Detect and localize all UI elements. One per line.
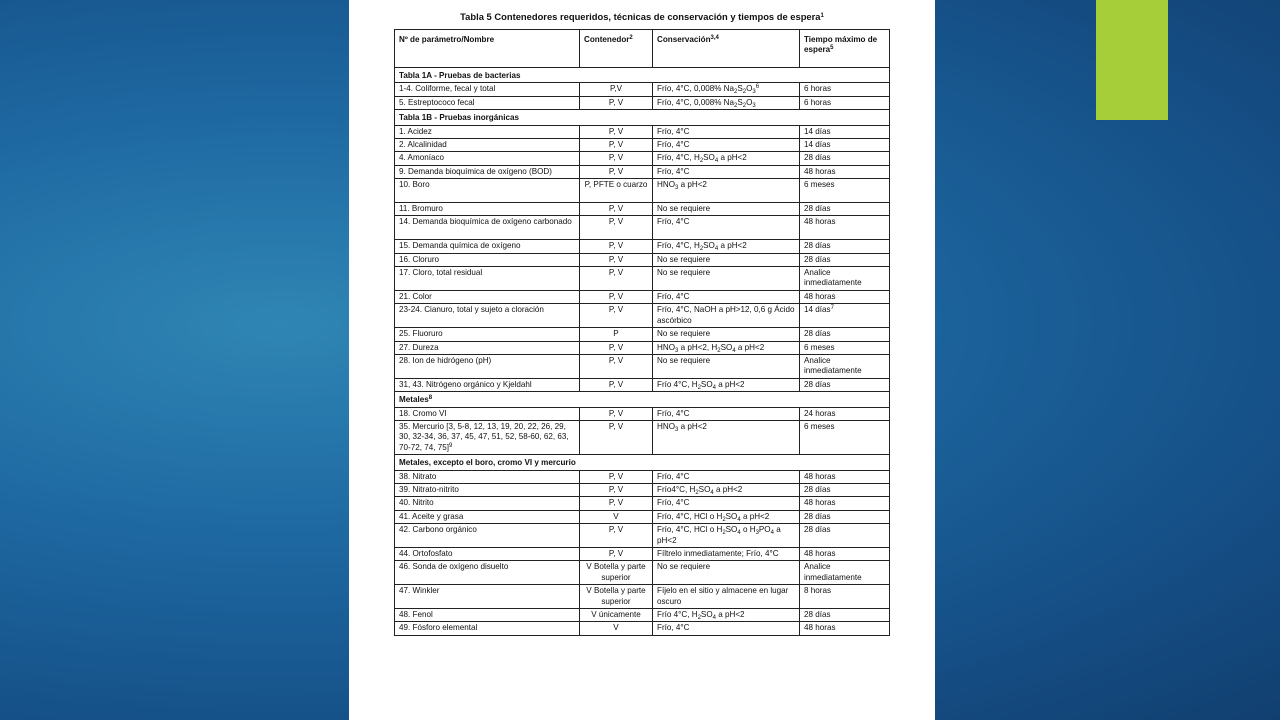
cell-container: P, V [580, 378, 653, 391]
document-page [349, 0, 935, 720]
header-parameter: Nº de parámetro/Nombre [395, 30, 580, 68]
cell-parameter: 31, 43. Nitrógeno orgánico y Kjeldahl [395, 378, 580, 391]
cell-preservation: Frío, 4°C [653, 139, 800, 152]
cell-parameter: 38. Nitrato [395, 470, 580, 483]
cell-max-time: 48 horas [800, 548, 890, 561]
cell-max-time: 6 meses [800, 341, 890, 354]
cell-max-time: 48 horas [800, 622, 890, 635]
table-row [395, 83, 890, 96]
cell-container: P, V [580, 267, 653, 291]
header-preservation: Conservación$^{3,4}$ [653, 30, 800, 68]
cell-parameter: 21. Color [395, 290, 580, 303]
table-row [395, 341, 890, 354]
cell-max-time: 28 días [800, 253, 890, 266]
cell-max-time: 14 días [800, 139, 890, 152]
cell-max-time: 48 horas [800, 290, 890, 303]
table-row [395, 483, 890, 496]
cell-preservation: Frío, 4°C, $H_2SO_4$ a pH<2 [653, 152, 800, 165]
cell-container: P [580, 328, 653, 341]
cell-parameter: 16. Cloruro [395, 253, 580, 266]
header-max-time: Tiempo máximo de espera$^5$ [800, 30, 890, 68]
table-row [395, 179, 890, 203]
table-row [395, 328, 890, 341]
section-row [395, 392, 890, 407]
cell-container: P, V [580, 96, 653, 109]
cell-max-time: 28 días [800, 609, 890, 622]
table-row [395, 152, 890, 165]
cell-preservation: Frío, 4°C [653, 622, 800, 635]
cell-container: P, V [580, 125, 653, 138]
cell-max-time: 14 días [800, 125, 890, 138]
cell-preservation: $HNO_3$ a pH<2, $H_2SO_4$ a pH<2 [653, 341, 800, 354]
cell-preservation: Frío, 4°C [653, 497, 800, 510]
table-row [395, 378, 890, 391]
cell-container: P, V [580, 470, 653, 483]
cell-container: P, V [580, 139, 653, 152]
cell-parameter: 1-4. Coliforme, fecal y total [395, 83, 580, 96]
cell-parameter: 18. Cromo VI [395, 407, 580, 420]
cell-container: P, V [580, 407, 653, 420]
cell-parameter: 40. Nitrito [395, 497, 580, 510]
table-row [395, 203, 890, 216]
table-row [395, 524, 890, 548]
table-row [395, 139, 890, 152]
table-row [395, 253, 890, 266]
cell-max-time: 6 meses [800, 420, 890, 454]
cell-parameter: 44. Ortofosfato [395, 548, 580, 561]
cell-container: V [580, 622, 653, 635]
cell-container: P, V [580, 304, 653, 328]
table-row [395, 470, 890, 483]
cell-parameter: 47. Winkler [395, 585, 580, 609]
cell-container: V [580, 510, 653, 523]
cell-preservation: Frío4°C, $H_2SO_4$ a pH<2 [653, 483, 800, 496]
table-row [395, 96, 890, 109]
cell-preservation: No se requiere [653, 354, 800, 378]
cell-parameter: 28. Ion de hidrógeno (pH) [395, 354, 580, 378]
cell-max-time: 28 días [800, 203, 890, 216]
table-row [395, 548, 890, 561]
cell-preservation: Frío 4°C, $H_2SO_4$ a pH<2 [653, 609, 800, 622]
cell-preservation: Frío 4°C, $H_2SO_4$ a pH<2 [653, 378, 800, 391]
cell-parameter: 1. Acidez [395, 125, 580, 138]
table-row [395, 510, 890, 523]
cell-preservation: No se requiere [653, 253, 800, 266]
cell-max-time: 48 horas [800, 497, 890, 510]
cell-preservation: Frío, 4°C [653, 216, 800, 240]
cell-max-time: 28 días [800, 152, 890, 165]
cell-parameter: 41. Aceite y grasa [395, 510, 580, 523]
cell-preservation: Frío, 4°C, HCl o $H_2SO_4$ o $H_3PO_4$ a pH<2 [653, 524, 800, 548]
table-row [395, 304, 890, 328]
cell-preservation: Fíltrelo inmediatamente; Frío, 4°C [653, 548, 800, 561]
section-title: Metales$^8$ [395, 392, 890, 407]
cell-preservation: Frío, 4°C [653, 407, 800, 420]
cell-parameter: 14. Demanda bioquímica de oxígeno carbonado [395, 216, 580, 240]
cell-parameter: 9. Demanda bioquímica de oxígeno (BOD) [395, 165, 580, 178]
cell-max-time: Analice inmediatamente [800, 267, 890, 291]
cell-preservation: Frío, 4°C, 0,008% $Na_2S_2O_3^6$ [653, 83, 800, 96]
cell-max-time: 6 horas [800, 83, 890, 96]
cell-max-time: 48 horas [800, 216, 890, 240]
cell-container: V únicamente [580, 609, 653, 622]
header-container: Contenedor$^2$ [580, 30, 653, 68]
cell-max-time: 8 horas [800, 585, 890, 609]
table-row [395, 609, 890, 622]
cell-preservation: No se requiere [653, 561, 800, 585]
cell-max-time: 14 días$^7$ [800, 304, 890, 328]
cell-max-time: 28 días [800, 524, 890, 548]
cell-preservation: No se requiere [653, 203, 800, 216]
cell-preservation: No se requiere [653, 267, 800, 291]
cell-max-time: 28 días [800, 378, 890, 391]
table-row [395, 125, 890, 138]
cell-preservation: Frío, 4°C [653, 165, 800, 178]
cell-parameter: 2. Alcalinidad [395, 139, 580, 152]
cell-preservation: $HNO_3$ a pH<2 [653, 420, 800, 454]
cell-container: P, V [580, 341, 653, 354]
cell-parameter: 10. Boro [395, 179, 580, 203]
table-row [395, 497, 890, 510]
cell-container: P, V [580, 165, 653, 178]
table-row [395, 354, 890, 378]
cell-parameter: 39. Nitrato-nitrito [395, 483, 580, 496]
cell-parameter: 15. Demanda química de oxígeno [395, 240, 580, 253]
cell-max-time: 28 días [800, 328, 890, 341]
table-body [395, 68, 890, 636]
cell-preservation: No se requiere [653, 328, 800, 341]
cell-max-time: Analice inmediatamente [800, 354, 890, 378]
table-row [395, 561, 890, 585]
table-row [395, 585, 890, 609]
preservation-table [394, 29, 890, 636]
cell-container: P, V [580, 497, 653, 510]
cell-parameter: 5. Estreptococo fecal [395, 96, 580, 109]
table-row [395, 240, 890, 253]
cell-preservation: Frío, 4°C, HCl o $H_2SO_4$ a pH<2 [653, 510, 800, 523]
cell-parameter: 23-24. Cianuro, total y sujeto a cloración [395, 304, 580, 328]
section-row [395, 110, 890, 125]
cell-max-time: 24 horas [800, 407, 890, 420]
cell-container: P, V [580, 216, 653, 240]
cell-max-time: Analice inmediatamente [800, 561, 890, 585]
table-row [395, 420, 890, 454]
table-row [395, 290, 890, 303]
cell-container: P,V [580, 83, 653, 96]
section-row [395, 455, 890, 470]
cell-container: P, V [580, 290, 653, 303]
cell-parameter: 11. Bromuro [395, 203, 580, 216]
cell-preservation: Frío, 4°C [653, 290, 800, 303]
cell-container: P, V [580, 420, 653, 454]
cell-parameter: 25. Fluoruro [395, 328, 580, 341]
section-title: Metales, excepto el boro, cromo VI y mercurio [395, 455, 890, 470]
cell-preservation: Frío, 4°C [653, 125, 800, 138]
section-title: Tabla 1A - Pruebas de bacterias [395, 68, 890, 83]
cell-container: P, V [580, 483, 653, 496]
cell-container: P, V [580, 354, 653, 378]
cell-preservation: Fíjelo en el sitio y almacene en lugar oscuro [653, 585, 800, 609]
cell-container: V Botella y parte superior [580, 585, 653, 609]
section-title: Tabla 1B - Pruebas inorgánicas [395, 110, 890, 125]
cell-parameter: 17. Cloro, total residual [395, 267, 580, 291]
cell-parameter: 27. Dureza [395, 341, 580, 354]
cell-max-time: 48 horas [800, 470, 890, 483]
cell-max-time: 6 horas [800, 96, 890, 109]
cell-parameter: 49. Fósforo elemental [395, 622, 580, 635]
cell-container: P, PFTE o cuarzo [580, 179, 653, 203]
table-header-row [395, 30, 890, 68]
table-row [395, 267, 890, 291]
table-row [395, 407, 890, 420]
cell-container: P, V [580, 548, 653, 561]
green-accent-bar [1096, 0, 1168, 120]
cell-container: P, V [580, 524, 653, 548]
table-row [395, 622, 890, 635]
cell-max-time: 28 días [800, 483, 890, 496]
cell-max-time: 28 días [800, 240, 890, 253]
cell-max-time: 28 días [800, 510, 890, 523]
table-row [395, 216, 890, 240]
cell-parameter: 35. Mercurio [3, 5-8, 12, 13, 19, 20, 22, 26, 29, 30, 32-34, 36, 37, 45, 47, 51, 52, 58-60, 62, 63, 70-72, 74, 75]$^9$ [395, 420, 580, 454]
cell-container: P, V [580, 240, 653, 253]
cell-container: V Botella y parte superior [580, 561, 653, 585]
cell-preservation: Frío, 4°C, NaOH a pH>12, 0,6 g Ácido ascórbico [653, 304, 800, 328]
cell-container: P, V [580, 253, 653, 266]
cell-parameter: 42. Carbono orgánico [395, 524, 580, 548]
cell-preservation: Frío, 4°C, $H_2SO_4$ a pH<2 [653, 240, 800, 253]
cell-parameter: 4. Amoníaco [395, 152, 580, 165]
cell-container: P, V [580, 203, 653, 216]
cell-preservation: Frío, 4°C, 0,008% $Na_2S_2O_3$ [653, 96, 800, 109]
table-title: Tabla 5 Contenedores requeridos, técnicas de conservación y tiempos de espera$^1$ [460, 11, 824, 22]
cell-parameter: 48. Fenol [395, 609, 580, 622]
table-row [395, 165, 890, 178]
section-row [395, 68, 890, 83]
cell-parameter: 46. Sonda de oxígeno disuelto [395, 561, 580, 585]
cell-container: P, V [580, 152, 653, 165]
cell-max-time: 48 horas [800, 165, 890, 178]
cell-preservation: Frío, 4°C [653, 470, 800, 483]
cell-max-time: 6 meses [800, 179, 890, 203]
cell-preservation: $HNO_3$ a pH<2 [653, 179, 800, 203]
